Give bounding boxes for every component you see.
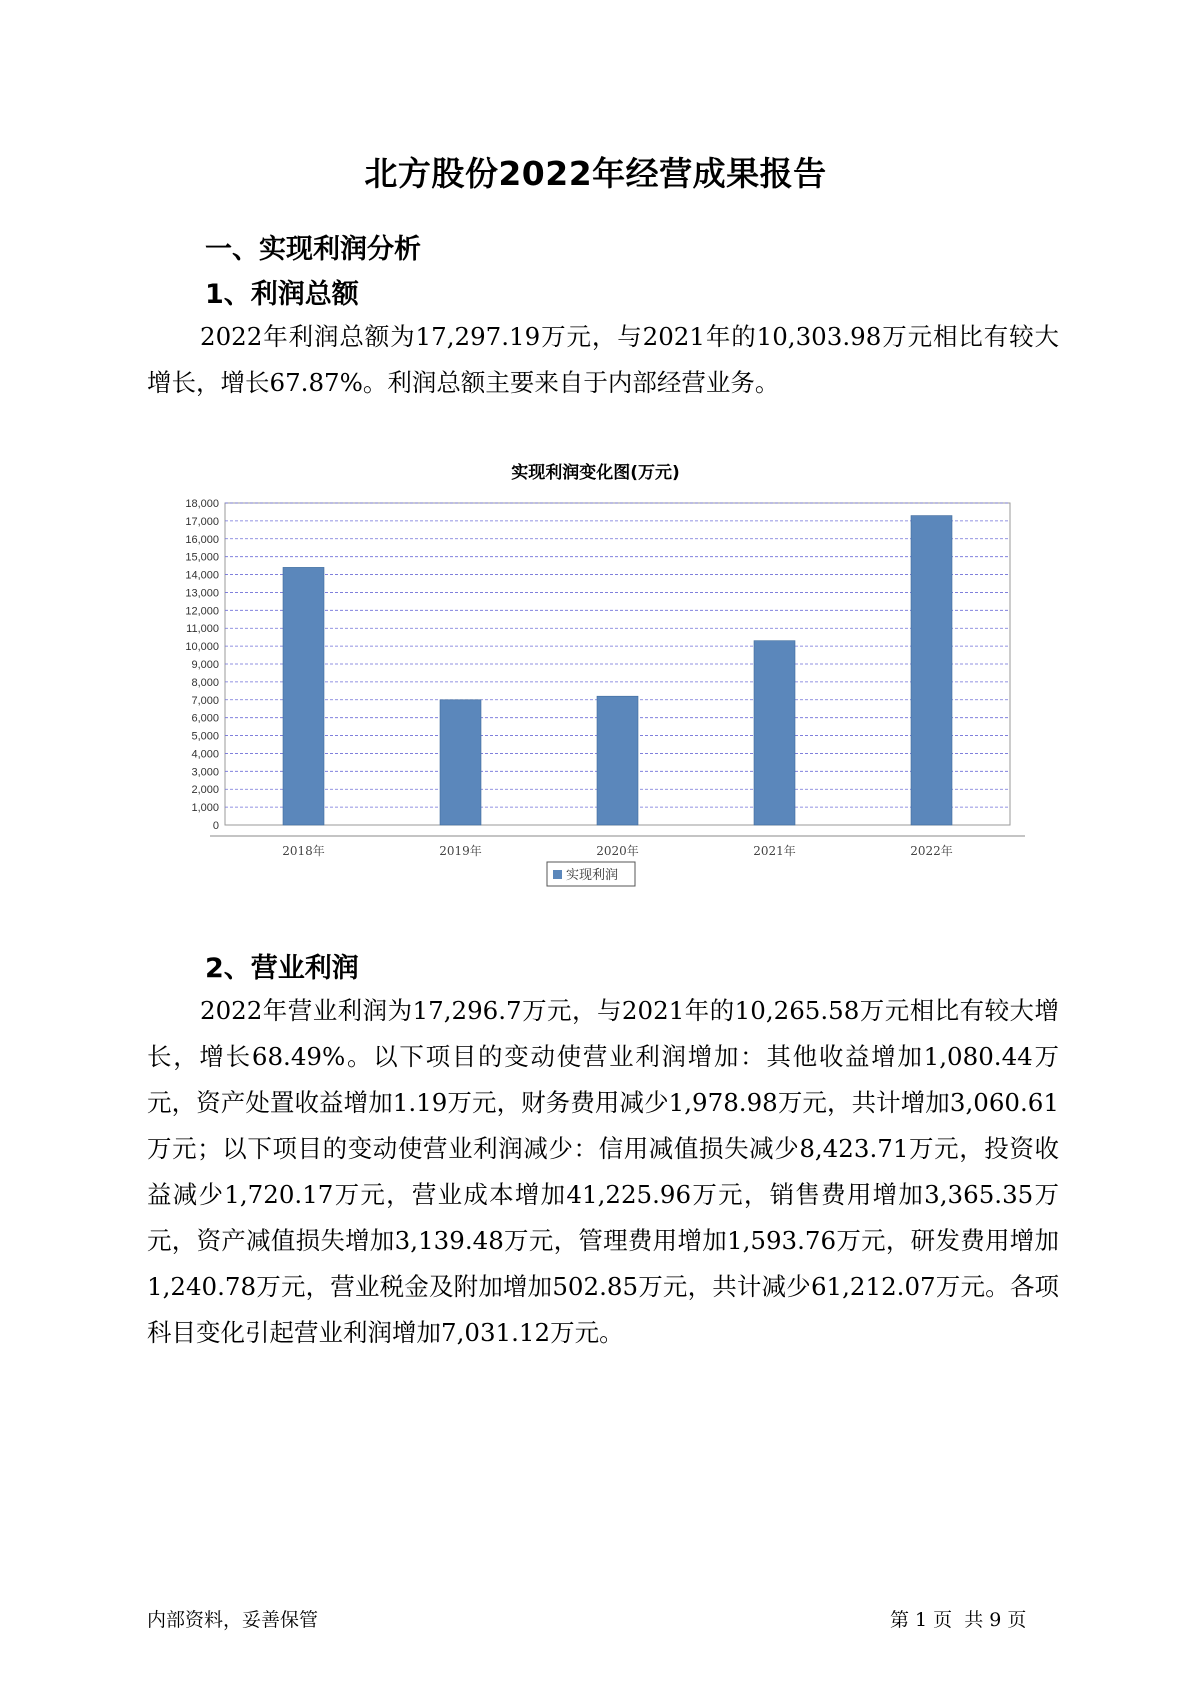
y-tick-label: 10,000 bbox=[185, 641, 219, 654]
legend-label: 实现利润 bbox=[566, 868, 619, 883]
bar-2020年 bbox=[597, 696, 638, 825]
y-tick-label: 7,000 bbox=[191, 694, 219, 707]
y-tick-label: 9,000 bbox=[191, 659, 219, 671]
x-tick-label: 2020年 bbox=[596, 844, 639, 858]
y-tick-label: 18,000 bbox=[185, 498, 219, 510]
legend-swatch bbox=[553, 870, 562, 879]
subsection-heading-total-profit: 1、利润总额 bbox=[205, 279, 359, 310]
y-tick-label: 4,000 bbox=[191, 748, 219, 761]
y-tick-label: 17,000 bbox=[185, 515, 219, 528]
footer-confidential-note: 内部资料，妥善保管 bbox=[147, 1609, 319, 1631]
y-tick-label: 16,000 bbox=[185, 533, 219, 546]
bar-2018年 bbox=[283, 567, 324, 825]
y-tick-label: 12,000 bbox=[185, 605, 219, 618]
y-tick-label: 5,000 bbox=[191, 730, 219, 743]
operating-profit-paragraph: 2022年营业利润为17,296.7万元，与2021年的10,265.58万元相比有较大增长，增长68.49%。以下项目的变动使营业利润增加：其他收益增加1,080.44万元，资产处置收益增加1.19万元，财务费用减少1,978.98万元，共计增加3,060.61万元；以下项目的变动使营业利润减少：信用减值损失减少8,423.71万元，投资收益减少1,720.17万元，营业成本增加41,225.96万元，销售费用增加3,365.35万元，资产减值损失增加3,139.48万元，管理费用增加1,593.76万元，研发费用增加1,240.78万元，营业税金及附加增加502.85万元，共计减少61,212.07万元。各项科目变化引起营业利润增加7,031.12万元。 bbox=[147, 996, 1059, 1347]
y-tick-label: 8,000 bbox=[191, 676, 219, 689]
y-tick-label: 6,000 bbox=[191, 712, 219, 725]
total-profit-paragraph: 2022年利润总额为17,297.19万元，与2021年的10,303.98万元相比有较大增长，增长67.87%。利润总额主要来自于内部经营业务。 bbox=[147, 322, 1059, 397]
x-tick-label: 2022年 bbox=[910, 844, 953, 858]
chart-title: 实现利润变化图(万元) bbox=[511, 463, 680, 483]
y-tick-label: 2,000 bbox=[191, 784, 219, 797]
bar-2021年 bbox=[754, 641, 795, 825]
y-tick-label: 1,000 bbox=[191, 802, 219, 815]
y-tick-label: 13,000 bbox=[185, 587, 219, 600]
bar-2022年 bbox=[911, 516, 952, 825]
y-tick-label: 0 bbox=[212, 820, 219, 832]
subsection-heading-operating-profit: 2、营业利润 bbox=[205, 953, 359, 984]
x-tick-label: 2018年 bbox=[282, 844, 325, 858]
y-tick-label: 3,000 bbox=[191, 766, 219, 779]
y-tick-label: 11,000 bbox=[186, 623, 219, 636]
bar-2019年 bbox=[440, 700, 481, 825]
profit-bar-chart bbox=[150, 490, 1050, 910]
footer-page-number: 第 1 页 共 9 页 bbox=[890, 1609, 1027, 1631]
section-heading-profit-analysis: 一、实现利润分析 bbox=[205, 234, 421, 265]
y-tick-label: 15,000 bbox=[185, 551, 219, 564]
report-title: 北方股份2022年经营成果报告 bbox=[364, 154, 827, 193]
x-tick-label: 2019年 bbox=[439, 844, 482, 858]
x-tick-label: 2021年 bbox=[753, 844, 796, 858]
y-tick-label: 14,000 bbox=[185, 569, 219, 582]
